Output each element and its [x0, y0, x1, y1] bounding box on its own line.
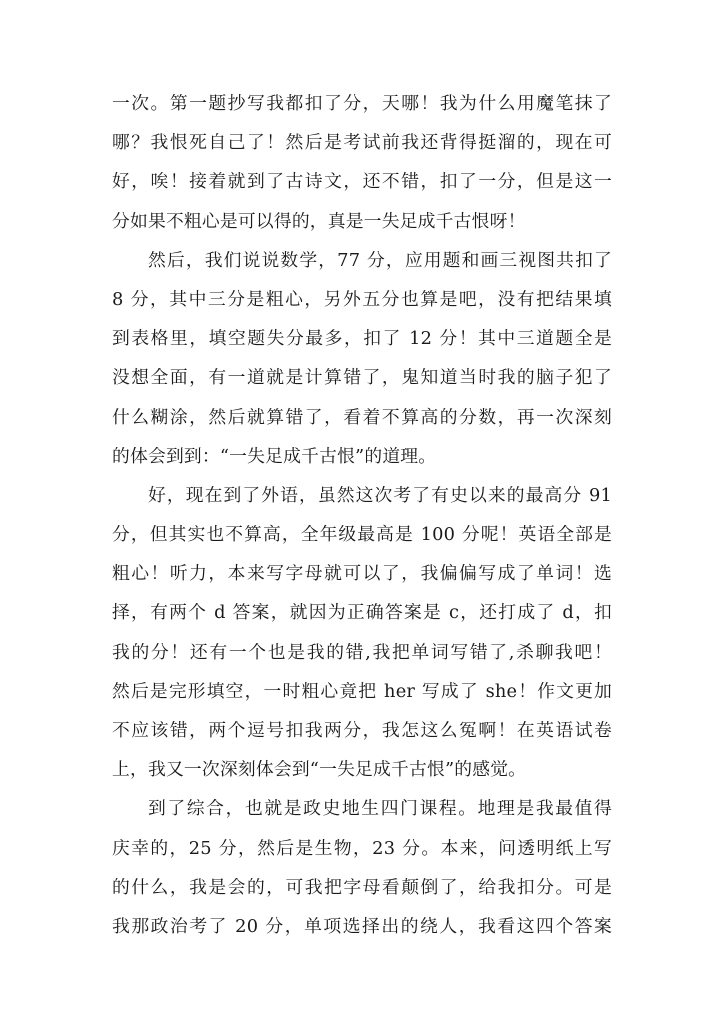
text-line: 哪？我恨死自己了！然后是考试前我还背得挺溜的，现在可 — [112, 132, 612, 154]
text-line: 分如果不粗心是可以得的，真是一失足成千古恨呀！ — [112, 210, 526, 232]
text-line: 上，我又一次深刻体会到“一失足成千古恨”的感觉。 — [112, 759, 527, 781]
text-line: 到表格里，填空题失分最多，扣了 12 分！其中三道题全是 — [112, 328, 612, 350]
text-line: 8 分，其中三分是粗心，另外五分也算是吧，没有把结果填 — [112, 288, 612, 310]
paragraph-start-line: 好，现在到了外语，虽然这次考了有史以来的最高分 91 — [148, 484, 612, 506]
text-line: 的体会到到：“一失足成千古恨”的道理。 — [112, 445, 437, 467]
text-line: 我的分！还有一个也是我的错,我把单词写错了,杀聊我吧！ — [112, 641, 612, 663]
paragraph-start-line: 到了综合，也就是政史地生四门课程。地理是我最值得 — [148, 798, 612, 820]
text-line: 分，但其实也不算高，全年级最高是 100 分呢！英语全部是 — [112, 524, 612, 546]
text-line: 的什么，我是会的，可我把字母看颠倒了，给我扣分。可是 — [112, 876, 612, 898]
text-line: 没想全面，有一道就是计算错了，鬼知道当时我的脑子犯了 — [112, 367, 612, 389]
text-line: 庆幸的，25 分，然后是生物，23 分。本来，问透明纸上写 — [112, 837, 612, 859]
text-line: 一次。第一题抄写我都扣了分，天哪！我为什么用魔笔抹了 — [112, 93, 612, 114]
text-line: 然后是完形填空，一时粗心竟把 her 写成了 she！作文更加 — [112, 680, 612, 702]
text-line: 择，有两个 d 答案，就因为正确答案是 c，还打成了 d，扣 — [112, 602, 612, 624]
text-line: 不应该错，两个逗号扣我两分，我怎这么冤啊！在英语试卷 — [112, 720, 612, 741]
text-line: 我那政治考了 20 分，单项选择出的绕人，我看这四个答案 — [112, 915, 612, 937]
text-line: 粗心！听力，本来写字母就可以了，我偏偏写成了单词！选 — [112, 563, 612, 585]
document-body — [112, 84, 612, 946]
paragraph-start-line: 然后，我们说说数学，77 分，应用题和画三视图共扣了 — [148, 249, 612, 271]
text-line: 好，唉！接着就到了古诗文，还不错，扣了一分，但是这一 — [112, 171, 612, 193]
text-line: 什么糊涂，然后就算错了，看着不算高的分数，再一次深刻 — [112, 406, 612, 428]
